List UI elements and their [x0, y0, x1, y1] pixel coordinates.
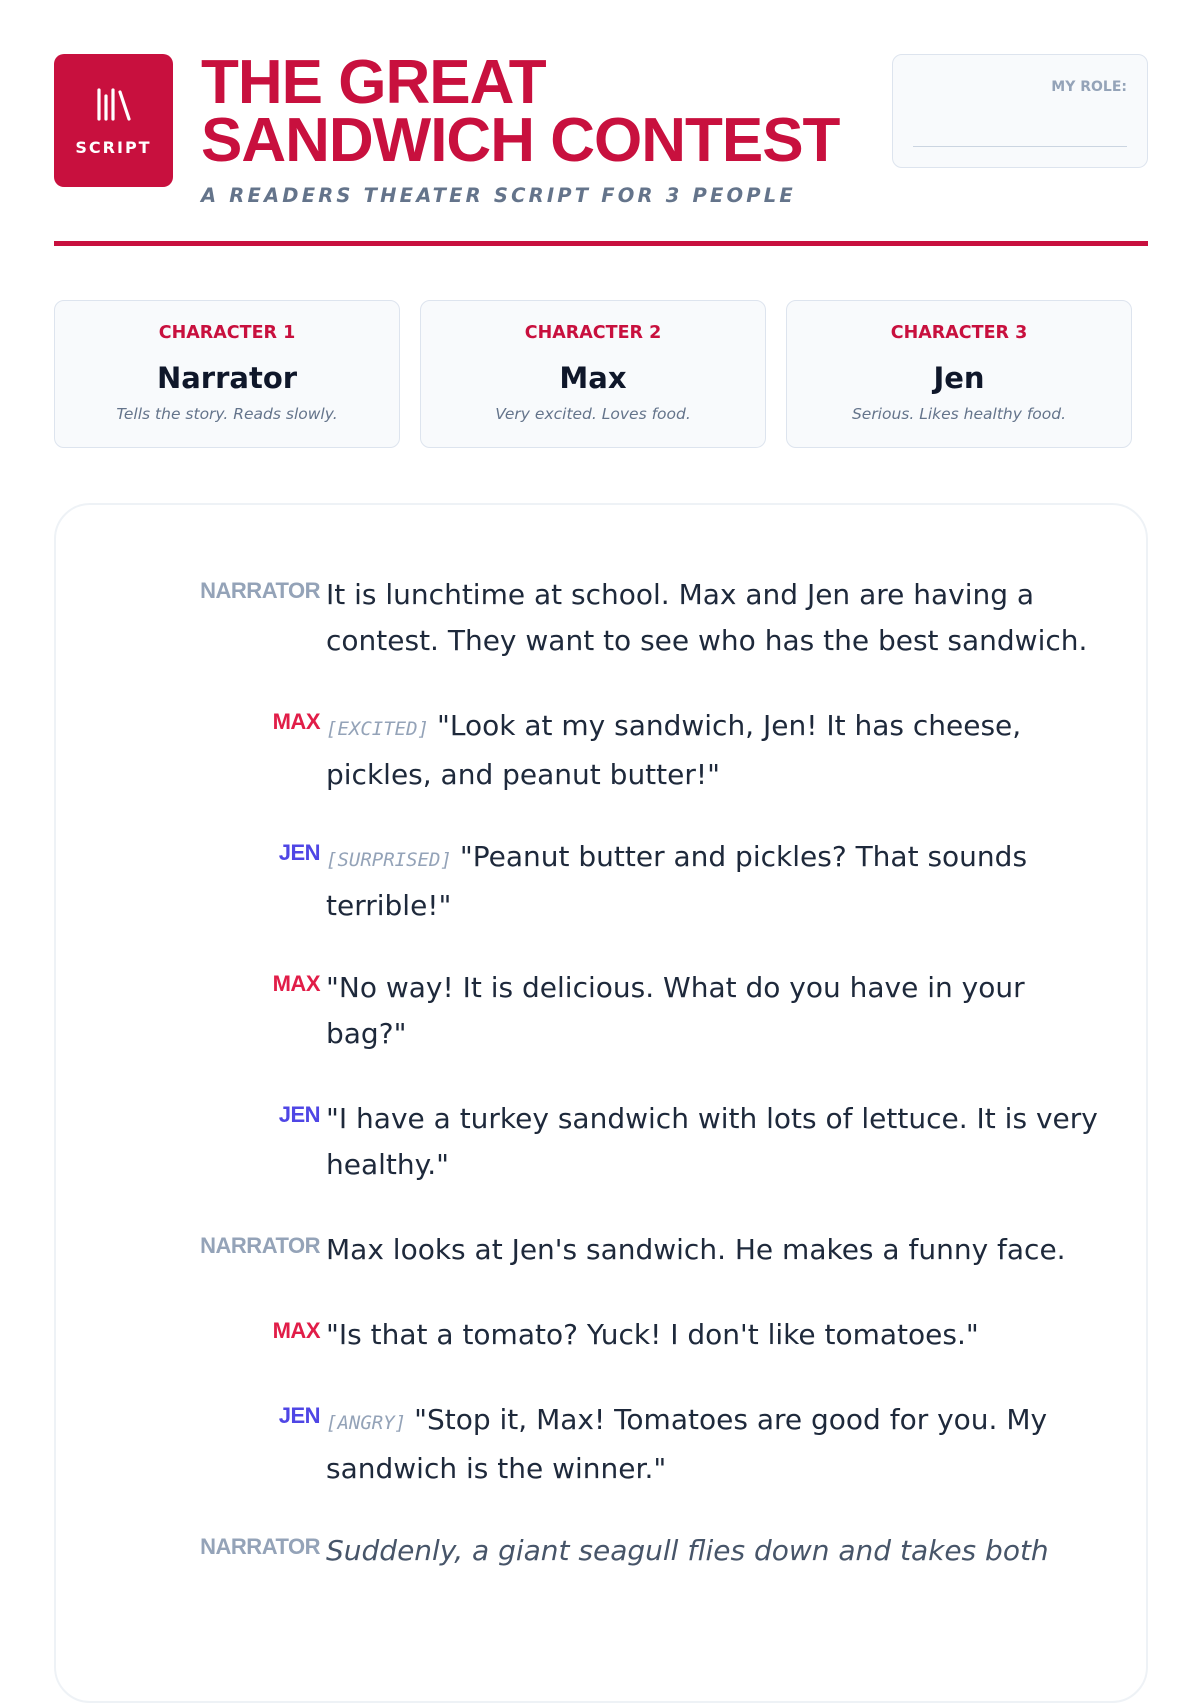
stage-direction: [SURPRISED] [326, 849, 452, 871]
line-dialogue: "Is that a tomato? Yuck! I don't like tomatoes." [326, 1318, 979, 1351]
speaker-label: NARRATOR [200, 1233, 320, 1258]
character-description: Very excited. Loves food. [495, 405, 691, 423]
line-dialogue: "Stop it, Max! Tomatoes are good for you. My sandwich is the winner." [326, 1403, 1048, 1485]
character-number: CHARACTER 3 [890, 323, 1028, 343]
line-dialogue: "Peanut butter and pickles? That sounds terrible!" [326, 840, 1028, 922]
title-line-1: THE GREAT [201, 48, 546, 117]
speaker-label: JEN [278, 1102, 320, 1127]
stage-direction: [ANGRY] [326, 1412, 407, 1434]
speaker-label: JEN [278, 840, 320, 865]
line-dialogue: "I have a turkey sandwich with lots of lettuce. It is very healthy." [326, 1102, 1098, 1181]
header [54, 48, 1148, 246]
script-logo [54, 54, 173, 187]
character-cards [54, 300, 1148, 448]
line-dialogue: It is lunchtime at school. Max and Jen are having a contest. They want to see who has the best sandwich. [326, 578, 1088, 657]
script-page [54, 48, 1148, 1567]
line-dialogue: "Look at my sandwich, Jen! It has cheese, pickles, and peanut butter!" [326, 709, 1022, 791]
line-text [326, 1528, 1102, 1574]
stage-direction: [EXCITED] [326, 718, 429, 740]
line-text [326, 1312, 1102, 1358]
line-text [326, 1227, 1102, 1273]
speaker-label: MAX [272, 971, 320, 996]
character-description: Tells the story. Reads slowly. [116, 405, 338, 423]
line-dialogue: "No way! It is delicious. What do you have in your bag?" [326, 971, 1025, 1050]
speaker-label: JEN [278, 1403, 320, 1428]
speaker-label: NARRATOR [200, 1534, 320, 1559]
line-text [326, 965, 1102, 1057]
my-role-label: MY ROLE: [1051, 79, 1127, 95]
character-number: CHARACTER 2 [524, 323, 662, 343]
line-text [326, 703, 1102, 798]
line-dialogue: Suddenly, a giant seagull flies down and takes both [326, 1534, 1049, 1567]
book-stack-icon [94, 86, 134, 126]
character-name: Jen [933, 361, 985, 395]
character-name: Max [559, 361, 627, 395]
page-subtitle: A READERS THEATER SCRIPT FOR 3 PEOPLE [201, 184, 796, 207]
character-description: Serious. Likes healthy food. [851, 405, 1067, 423]
speaker-label: MAX [272, 1318, 320, 1343]
header-divider [54, 241, 1148, 246]
character-card-max [420, 300, 766, 448]
script-body [54, 503, 1148, 1703]
title-line-2: SANDWICH CONTEST [201, 106, 840, 175]
character-number: CHARACTER 1 [158, 323, 296, 343]
line-text [326, 834, 1102, 929]
speaker-label: MAX [272, 709, 320, 734]
my-role-write-line[interactable] [913, 146, 1127, 147]
line-dialogue: Max looks at Jen's sandwich. He makes a funny face. [326, 1233, 1066, 1266]
logo-label: SCRIPT [75, 138, 152, 157]
page-title [201, 48, 901, 175]
speaker-label: NARRATOR [200, 578, 320, 603]
line-text [326, 1397, 1102, 1492]
line-text [326, 572, 1102, 664]
character-card-jen [786, 300, 1132, 448]
line-text [326, 1096, 1102, 1188]
character-name: Narrator [156, 361, 298, 395]
character-card-narrator [54, 300, 400, 448]
my-role-box [892, 54, 1148, 168]
